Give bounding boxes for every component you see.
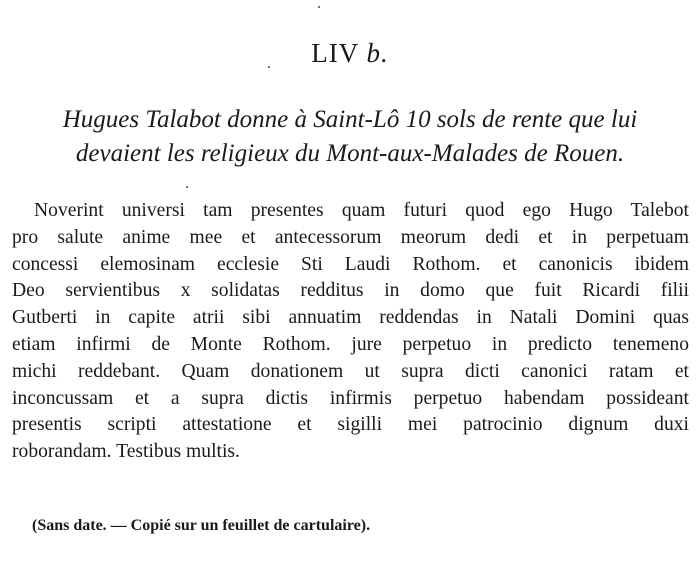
- title-line-2: devaient les religieux du Mont-aux-Malades de Rouen.: [75, 140, 625, 167]
- text-line: michi reddebant. Quam donationem ut supra dicti canonici ratam et: [12, 360, 689, 382]
- text-line: Deo servientibus x solidatas redditus in domo que fuit Ricardi filii: [12, 280, 689, 302]
- text-line: Noverint universi tam presentes quam futuri quod ego Hugo Talebot: [34, 200, 689, 221]
- text-line: presentis scripti attestatione et sigilli mei patrocinio dignum duxi: [12, 414, 689, 436]
- title-line-1: Hugues Talabot donne à Saint-Lô 10 sols de rente que lui: [62, 106, 638, 133]
- text-line: etiam infirmi de Monte Rothom. jure perpetuo in predicto tenemeno: [12, 333, 689, 355]
- charter-heading: [0, 38, 700, 69]
- text-line: pro salute anime mee et antecessorum meorum dedi et in perpetuam: [12, 226, 689, 248]
- text-line: concessi elemosinam ecclesie Sti Laudi Rothom. et canonicis ibidem: [12, 253, 689, 275]
- charter-number: LIV: [311, 38, 359, 68]
- text-line: Gutberti in capite atrii sibi annuatim reddendas in Natali Domini quas: [12, 307, 689, 329]
- source-note: (Sans date. — Copié sur un feuillet de cartulaire).: [32, 517, 371, 534]
- text-line: roborandam. Testibus multis.: [12, 441, 240, 463]
- ink-speck: [186, 186, 188, 188]
- charter-suffix: b.: [366, 38, 389, 68]
- text-line: inconcussam et a supra dictis infirmis perpetuo habendam possideant: [12, 387, 689, 409]
- charter-text: [12, 198, 689, 466]
- ink-speck: [318, 6, 320, 8]
- charter-title: [12, 103, 688, 171]
